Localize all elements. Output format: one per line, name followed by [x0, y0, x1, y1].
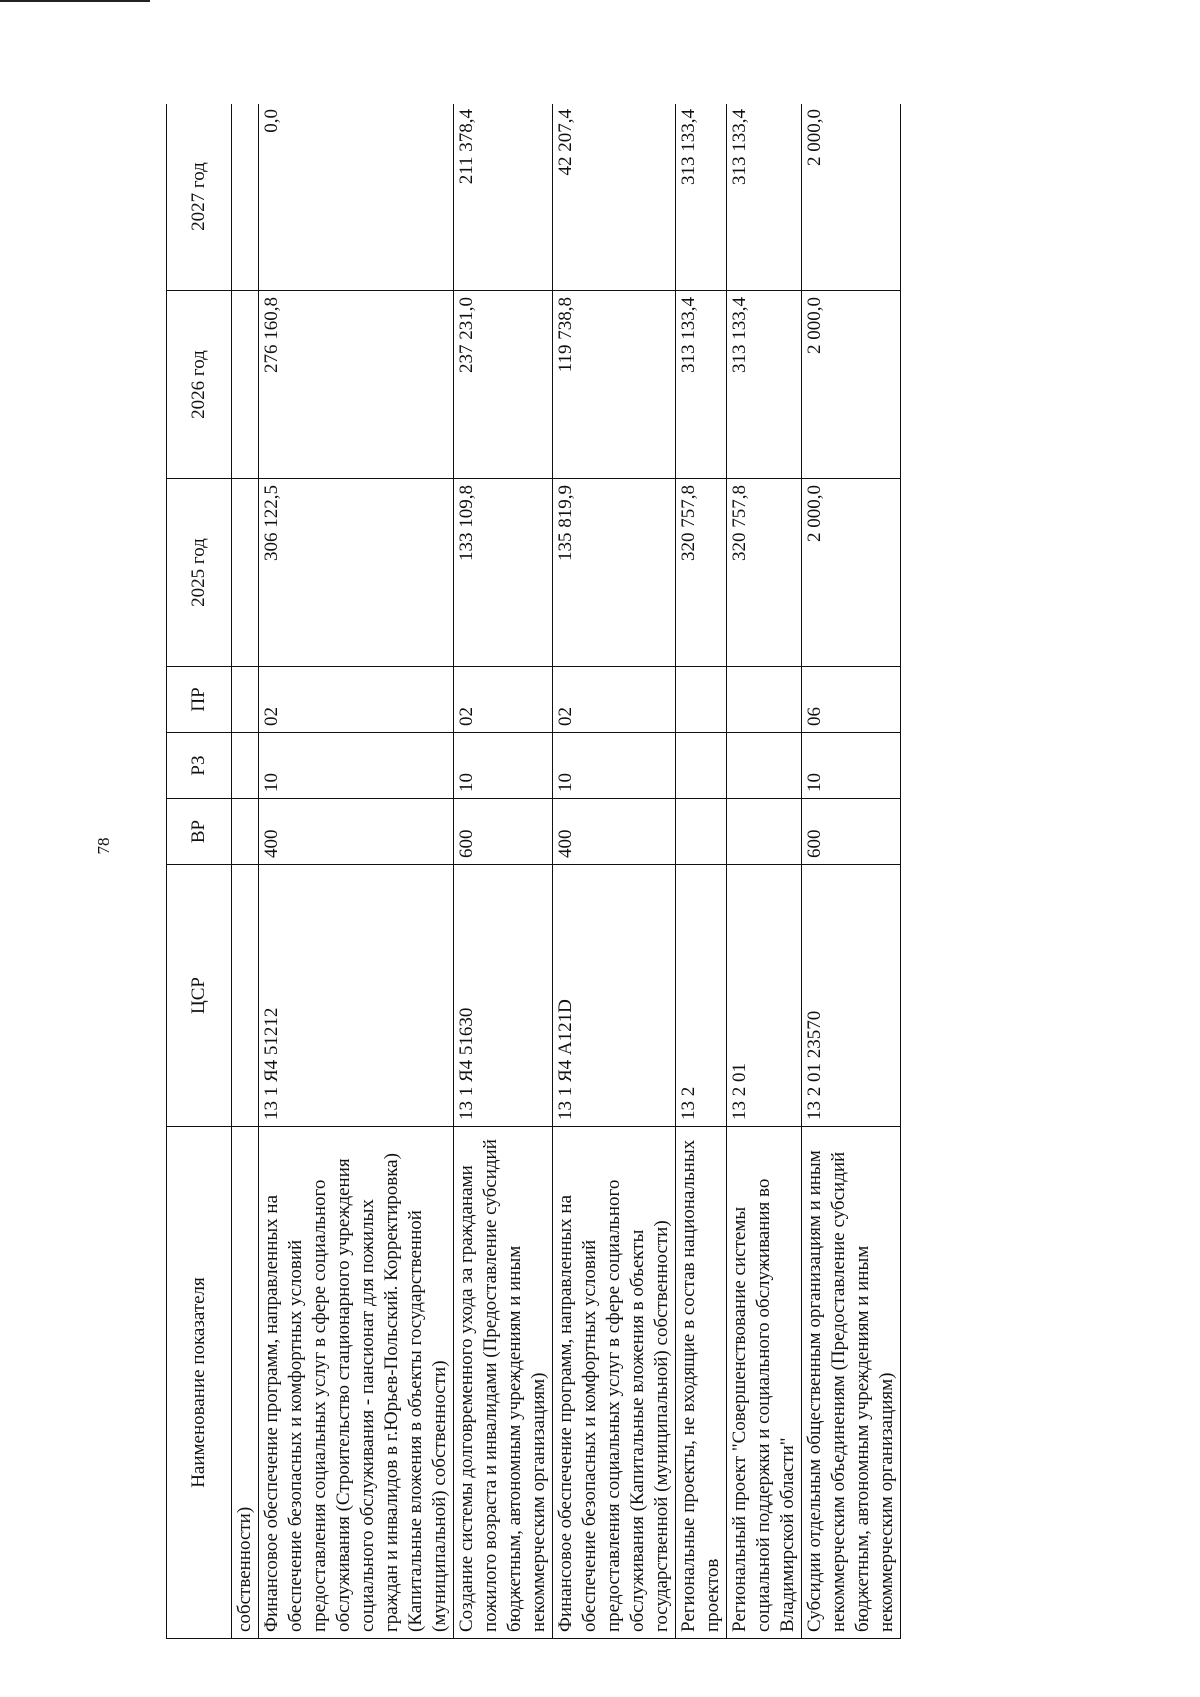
- cell-2025: 135 819,9: [553, 479, 676, 667]
- cell-2027: 313 133,4: [727, 104, 802, 291]
- cell-csr: 13 2 01 23570: [802, 865, 901, 1127]
- cell-2025: 320 757,8: [676, 479, 727, 667]
- header-rz: РЗ: [167, 733, 232, 799]
- cell-csr: [232, 865, 259, 1127]
- cell-csr: 13 2 01: [727, 865, 802, 1127]
- cell-2027: [232, 104, 259, 291]
- cell-2027: 313 133,4: [676, 104, 727, 291]
- cell-name: Региональный проект "Совершенствование системы социальной поддержки и социального обслуживания во Владимирской области": [727, 1127, 802, 1639]
- cell-2026: 313 133,4: [676, 291, 727, 479]
- cell-pr: [232, 667, 259, 733]
- rotated-sheet: [166, 104, 1130, 1639]
- header-pr: ПР: [167, 667, 232, 733]
- cell-csr: 13 2: [676, 865, 727, 1127]
- scan-edge-line: [0, 0, 150, 2]
- cell-2025: 2 000,0: [802, 479, 901, 667]
- header-2026: 2026 год: [167, 291, 232, 479]
- cell-vr: 600: [454, 799, 553, 865]
- cell-2026: 237 231,0: [454, 291, 553, 479]
- header-vr: ВР: [167, 799, 232, 865]
- cell-2025: 306 122,5: [259, 479, 454, 667]
- cell-pr: [727, 667, 802, 733]
- cell-rz: [676, 733, 727, 799]
- cell-2025: 320 757,8: [727, 479, 802, 667]
- budget-table: [166, 104, 901, 1639]
- table-row: [727, 104, 802, 1639]
- cell-rz: [727, 733, 802, 799]
- cell-name: Субсидии отдельным общественным организациям и иным некоммерческим объединениям (Предоставление субсидий бюджетным, автономным учреждениям и иным некоммерческим организациям): [802, 1127, 901, 1639]
- cell-name: Региональные проекты, не входящие в состав национальных проектов: [676, 1127, 727, 1639]
- cell-vr: 400: [259, 799, 454, 865]
- cell-2026: 313 133,4: [727, 291, 802, 479]
- cell-2026: 2 000,0: [802, 291, 901, 479]
- cell-rz: 10: [802, 733, 901, 799]
- cell-2026: 119 738,8: [553, 291, 676, 479]
- table-row: [454, 104, 553, 1639]
- cell-rz: 10: [553, 733, 676, 799]
- table-row: [676, 104, 727, 1639]
- cell-vr: 400: [553, 799, 676, 865]
- cell-2025: [232, 479, 259, 667]
- cell-2027: 0,0: [259, 104, 454, 291]
- cell-vr: [232, 799, 259, 865]
- header-2025: 2025 год: [167, 479, 232, 667]
- cell-2027: 42 207,4: [553, 104, 676, 291]
- header-csr: ЦСР: [167, 865, 232, 1127]
- page-number: 78: [94, 837, 113, 855]
- cell-vr: 600: [802, 799, 901, 865]
- table-row: [232, 104, 259, 1639]
- cell-vr: [727, 799, 802, 865]
- cell-csr: 13 1 Я4 А121D: [553, 865, 676, 1127]
- cell-name: Финансовое обеспечение программ, направленных на обеспечение безопасных и комфортных условий предоставления социальных услуг в сфере социального обслуживания (Строительство стационарного учреждения социального обслуживания - пансионат для пожилых граждан и инвалидов в г.Юрьев-Польский. Корректировка) (Капитальные вложения в объекты государственной (муниципальной) собственности): [259, 1127, 454, 1639]
- table-row: [259, 104, 454, 1639]
- cell-rz: [232, 733, 259, 799]
- table-container: [166, 104, 1130, 1639]
- cell-2027: 211 378,4: [454, 104, 553, 291]
- cell-pr: 02: [454, 667, 553, 733]
- cell-rz: 10: [259, 733, 454, 799]
- cell-csr: 13 1 Я4 51212: [259, 865, 454, 1127]
- header-name: Наименование показателя: [167, 1127, 232, 1639]
- cell-name: собственности): [232, 1127, 259, 1639]
- cell-2027: 2 000,0: [802, 104, 901, 291]
- cell-csr: 13 1 Я4 51630: [454, 865, 553, 1127]
- cell-pr: 02: [259, 667, 454, 733]
- cell-pr: [676, 667, 727, 733]
- cell-pr: 06: [802, 667, 901, 733]
- table-row: [553, 104, 676, 1639]
- cell-2026: 276 160,8: [259, 291, 454, 479]
- cell-2026: [232, 291, 259, 479]
- header-row: [167, 104, 232, 1639]
- cell-vr: [676, 799, 727, 865]
- cell-2025: 133 109,8: [454, 479, 553, 667]
- table-row: [802, 104, 901, 1639]
- cell-name: Финансовое обеспечение программ, направленных на обеспечение безопасных и комфортных условий предоставления социальных услуг в сфере социального обслуживания (Капитальные вложения в объекты государственной (муниципальной) собственности): [553, 1127, 676, 1639]
- cell-name: Создание системы долговременного ухода за гражданами пожилого возраста и инвалидами (Предоставление субсидий бюджетным, автономным учреждениям и иным некоммерческим организациям): [454, 1127, 553, 1639]
- cell-pr: 02: [553, 667, 676, 733]
- cell-rz: 10: [454, 733, 553, 799]
- header-2027: 2027 год: [167, 104, 232, 291]
